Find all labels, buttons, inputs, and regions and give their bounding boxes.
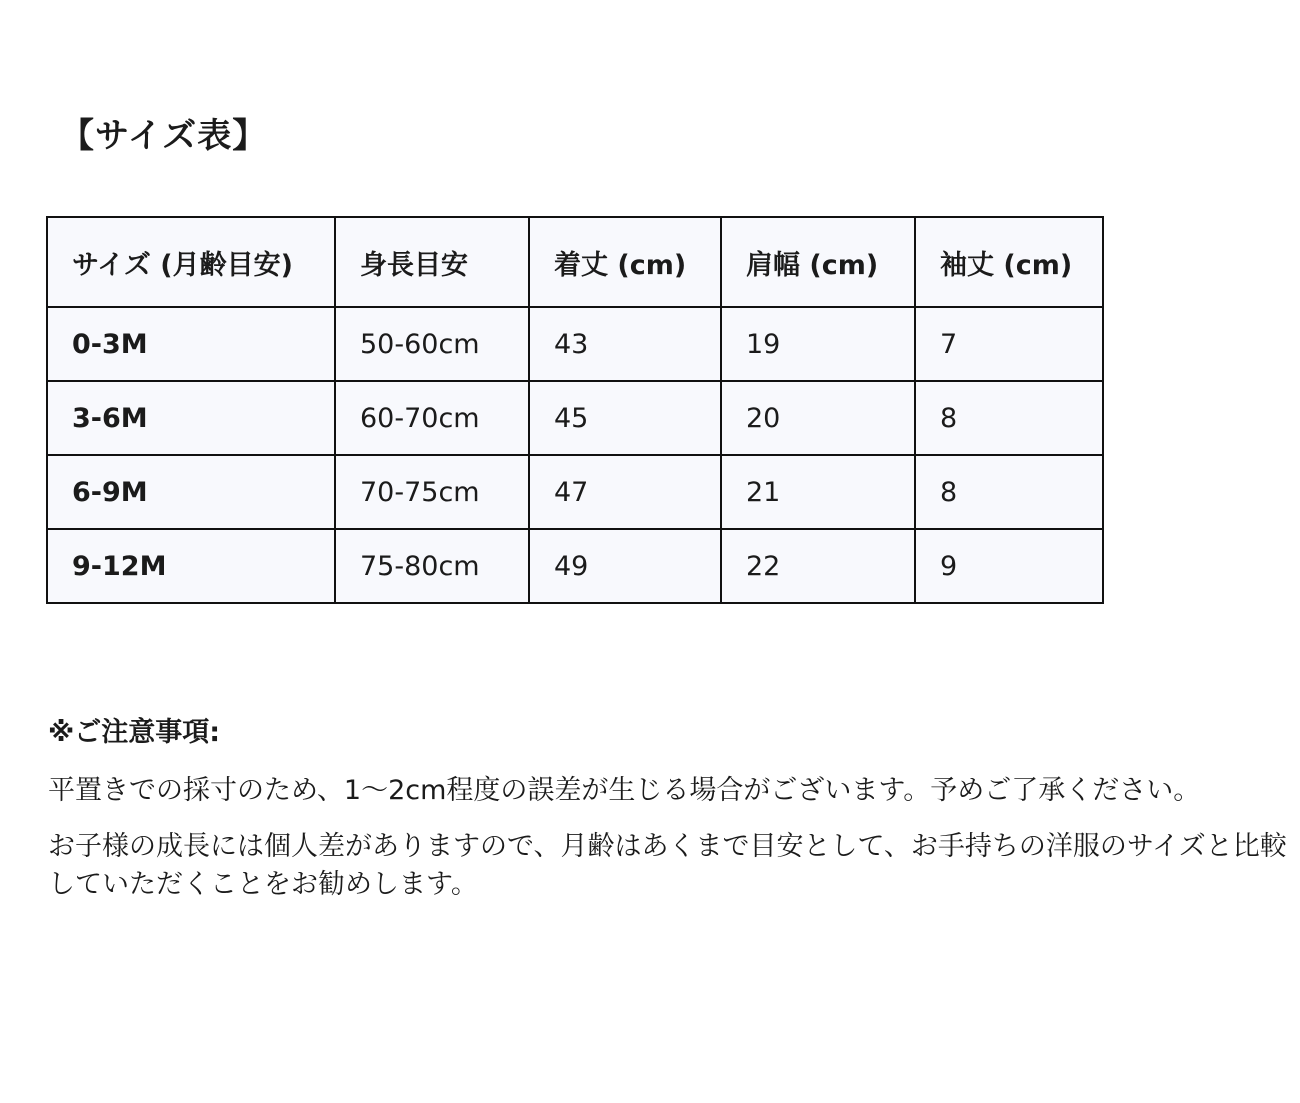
cell-sleeve: 8 [915, 381, 1103, 455]
cell-shoulder: 21 [721, 455, 915, 529]
notes-heading: ※ご注意事項: [48, 717, 221, 748]
cell-height: 50-60cm [335, 307, 529, 381]
cell-length: 49 [529, 529, 721, 603]
notes-paragraph: 平置きでの採寸のため、1〜2cm程度の誤差が生じる場合がございます。予めご了承ください。 [48, 775, 1201, 806]
header-shoulder: 肩幅 (cm) [721, 217, 915, 307]
notes-section [48, 714, 1293, 922]
cell-length: 43 [529, 307, 721, 381]
cell-height: 70-75cm [335, 455, 529, 529]
cell-length: 47 [529, 455, 721, 529]
size-table [46, 216, 1104, 604]
table-row [47, 529, 1103, 603]
table-row [47, 307, 1103, 381]
notes-paragraph: お子様の成長には個人差がありますので、月齢はあくまで目安として、お手持ちの洋服のサイズと比較していただくことをお勧めします。 [48, 831, 1287, 900]
cell-size: 9-12M [47, 529, 335, 603]
table-row [47, 381, 1103, 455]
header-sleeve: 袖丈 (cm) [915, 217, 1103, 307]
header-size: サイズ (月齢目安) [47, 217, 335, 307]
cell-shoulder: 19 [721, 307, 915, 381]
header-length: 着丈 (cm) [529, 217, 721, 307]
cell-sleeve: 8 [915, 455, 1103, 529]
page-title: 【サイズ表】 [60, 116, 268, 156]
header-height: 身長目安 [335, 217, 529, 307]
cell-size: 6-9M [47, 455, 335, 529]
cell-height: 75-80cm [335, 529, 529, 603]
cell-sleeve: 7 [915, 307, 1103, 381]
table-row [47, 455, 1103, 529]
cell-size: 0-3M [47, 307, 335, 381]
cell-height: 60-70cm [335, 381, 529, 455]
cell-shoulder: 22 [721, 529, 915, 603]
table-header-row [47, 217, 1103, 307]
cell-length: 45 [529, 381, 721, 455]
cell-size: 3-6M [47, 381, 335, 455]
cell-sleeve: 9 [915, 529, 1103, 603]
cell-shoulder: 20 [721, 381, 915, 455]
